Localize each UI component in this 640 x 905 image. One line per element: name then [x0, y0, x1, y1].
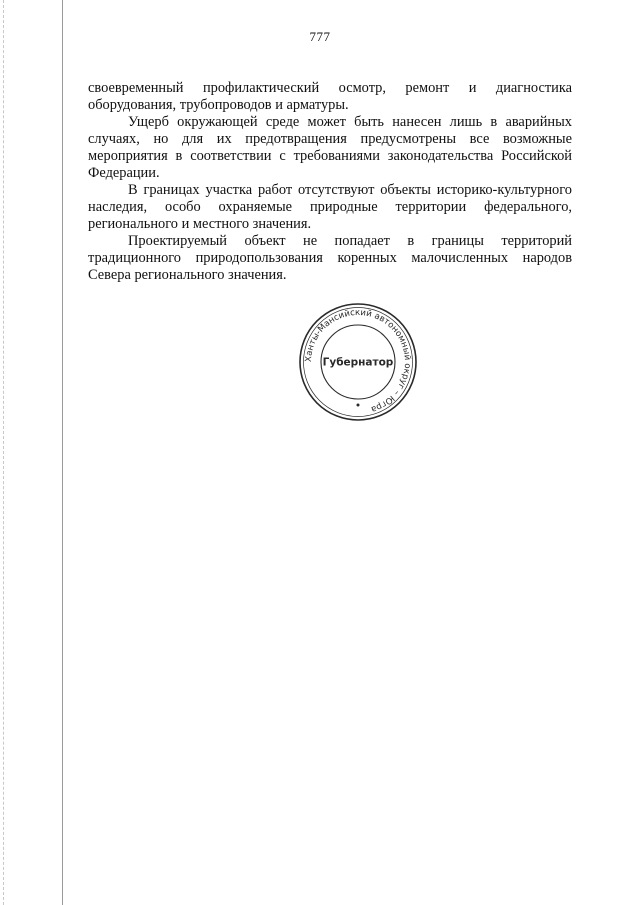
binding-margin-line — [62, 0, 63, 905]
seal-dot-icon — [357, 404, 360, 407]
governor-seal — [298, 302, 418, 422]
paragraph-2: Ущерб окружающей среде может быть нанесен лишь в аварийных случаях, но для их предотвращения предусмотрены все возможные мероприятия в соответствии с требованиями законодательства Российской Федерации. — [88, 114, 572, 181]
document-body — [88, 80, 572, 284]
page-number: 777 — [309, 29, 331, 44]
page-left-edge — [3, 0, 4, 905]
seal-ring-textpath: Ханты-Мансийский автономный округ – Югра — [303, 307, 413, 415]
paragraph-4: Проектируемый объект не попадает в границы территорий традиционного природопользования коренных малочисленных народов Севера регионального значения. — [88, 233, 572, 283]
paragraph-3: В границах участка работ отсутствуют объекты историко-культурного наследия, особо охраняемые природные территории федерального, регионального и местного значения. — [88, 182, 572, 232]
paragraph-1: своевременный профилактический осмотр, ремонт и диагностика оборудования, трубопроводов и арматуры. — [88, 80, 572, 113]
seal-center-text: Губернатор — [322, 356, 394, 369]
